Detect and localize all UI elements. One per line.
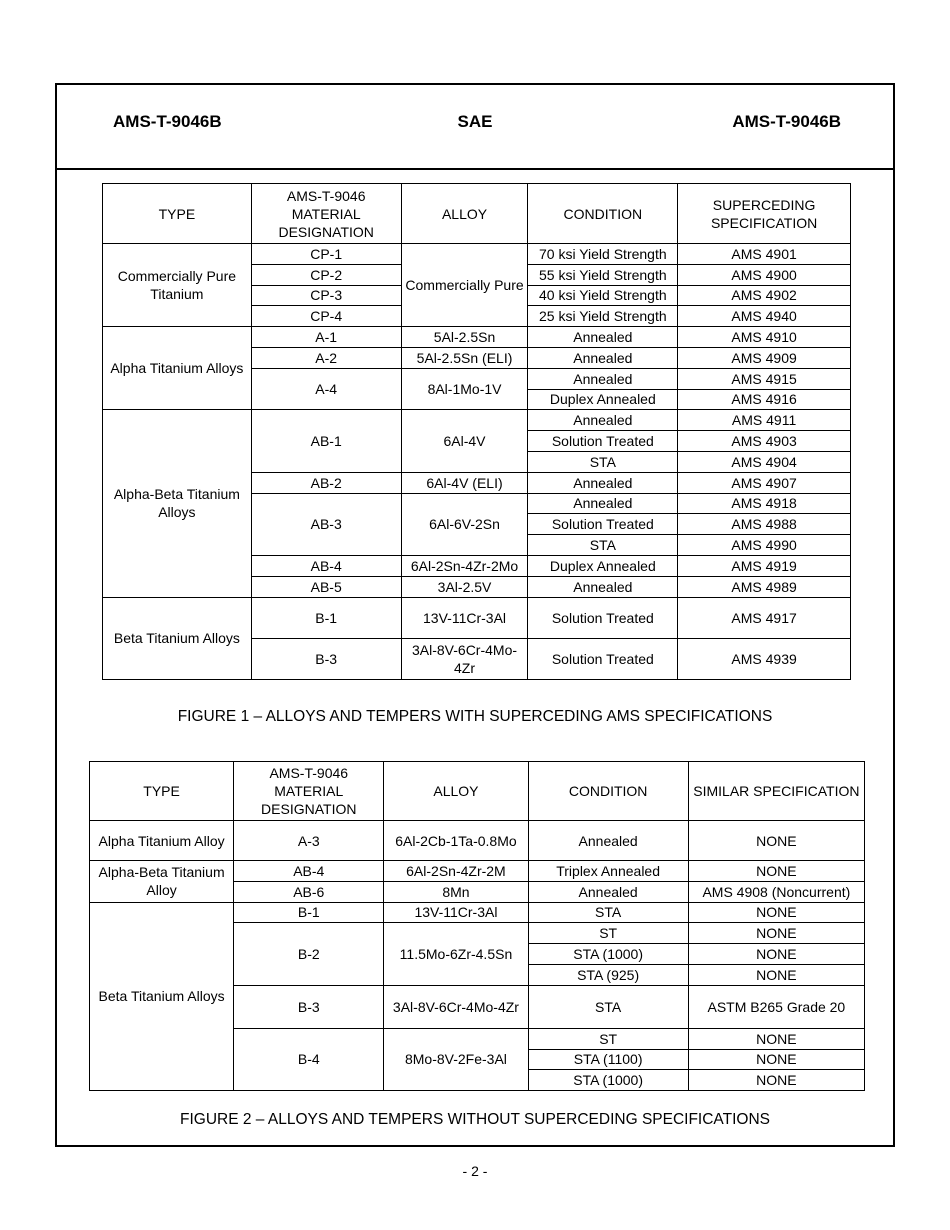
- designation-cell: A-4: [251, 368, 401, 410]
- condition-cell: Annealed: [528, 821, 688, 861]
- spec-cell: AMS 4990: [678, 535, 851, 556]
- spec-cell: AMS 4907: [678, 472, 851, 493]
- condition-cell: Annealed: [528, 327, 678, 348]
- condition-cell: STA (925): [528, 964, 688, 985]
- figure-1-caption: FIGURE 1 – ALLOYS AND TEMPERS WITH SUPERCEDING AMS SPECIFICATIONS: [177, 708, 773, 725]
- designation-cell: CP-2: [251, 264, 401, 285]
- document-frame: [55, 83, 895, 1147]
- designation-cell: A-2: [251, 347, 401, 368]
- column-header: SIMILAR SPECIFICATION: [688, 762, 864, 821]
- spec-cell: AMS 4989: [678, 576, 851, 597]
- spec-cell: AMS 4904: [678, 451, 851, 472]
- designation-cell: B-2: [234, 923, 384, 985]
- alloy-cell: 11.5Mo-6Zr-4.5Sn: [384, 923, 528, 985]
- spec-cell: NONE: [688, 944, 864, 965]
- condition-cell: STA (1000): [528, 1070, 688, 1091]
- spec-cell: ASTM B265 Grade 20: [688, 985, 864, 1028]
- condition-cell: Triplex Annealed: [528, 861, 688, 882]
- column-header: SUPERCEDING SPECIFICATION: [678, 184, 851, 244]
- designation-cell: A-3: [234, 821, 384, 861]
- condition-cell: Annealed: [528, 493, 678, 514]
- designation-cell: AB-2: [251, 472, 401, 493]
- condition-cell: 40 ksi Yield Strength: [528, 285, 678, 306]
- designation-cell: B-3: [234, 985, 384, 1028]
- alloy-cell: 5Al-2.5Sn (ELI): [401, 347, 528, 368]
- alloy-cell: 6Al-2Cb-1Ta-0.8Mo: [384, 821, 528, 861]
- designation-cell: CP-3: [251, 285, 401, 306]
- spec-cell: AMS 4988: [678, 514, 851, 535]
- condition-cell: STA: [528, 451, 678, 472]
- spec-cell: AMS 4911: [678, 410, 851, 431]
- condition-cell: STA (1100): [528, 1049, 688, 1070]
- type-cell: Alpha Titanium Alloy: [90, 821, 234, 861]
- designation-cell: B-1: [251, 597, 401, 638]
- condition-cell: Annealed: [528, 410, 678, 431]
- spec-cell: NONE: [688, 964, 864, 985]
- table-row: [103, 410, 851, 431]
- designation-cell: AB-4: [251, 555, 401, 576]
- spec-cell: AMS 4908 (Noncurrent): [688, 881, 864, 902]
- spec-cell: AMS 4910: [678, 327, 851, 348]
- type-cell: Beta Titanium Alloys: [103, 597, 252, 679]
- spec-cell: NONE: [688, 1028, 864, 1049]
- designation-cell: B-1: [234, 902, 384, 923]
- designation-cell: B-3: [251, 638, 401, 679]
- spec-cell: AMS 4939: [678, 638, 851, 679]
- condition-cell: STA: [528, 985, 688, 1028]
- table-row: [90, 861, 865, 882]
- column-header: CONDITION: [528, 184, 678, 244]
- condition-cell: STA: [528, 535, 678, 556]
- column-header: ALLOY: [401, 184, 528, 244]
- column-header: TYPE: [90, 762, 234, 821]
- table-row: [103, 244, 851, 265]
- figure-1-table: [102, 183, 851, 680]
- spec-cell: AMS 4903: [678, 431, 851, 452]
- header-publisher: SAE: [457, 112, 493, 131]
- condition-cell: Annealed: [528, 347, 678, 368]
- spec-cell: AMS 4909: [678, 347, 851, 368]
- alloy-cell: 3Al-8V-6Cr-4Mo-4Zr: [384, 985, 528, 1028]
- column-header: AMS-T-9046 MATERIAL DESIGNATION: [234, 762, 384, 821]
- alloy-cell: 8Mn: [384, 881, 528, 902]
- document-header: [57, 85, 893, 170]
- alloy-cell: 13V-11Cr-3Al: [401, 597, 528, 638]
- alloy-cell: 6Al-4V: [401, 410, 528, 472]
- condition-cell: Duplex Annealed: [528, 555, 678, 576]
- designation-cell: AB-1: [251, 410, 401, 472]
- spec-cell: AMS 4916: [678, 389, 851, 410]
- figure-2-caption: FIGURE 2 – ALLOYS AND TEMPERS WITHOUT SUPERCEDING SPECIFICATIONS: [180, 1111, 770, 1128]
- alloy-cell: 8Al-1Mo-1V: [401, 368, 528, 410]
- alloy-cell: 8Mo-8V-2Fe-3Al: [384, 1028, 528, 1090]
- designation-cell: AB-6: [234, 881, 384, 902]
- condition-cell: STA: [528, 902, 688, 923]
- designation-cell: B-4: [234, 1028, 384, 1090]
- condition-cell: 55 ksi Yield Strength: [528, 264, 678, 285]
- table-row: [103, 327, 851, 348]
- alloy-cell: Commercially Pure: [401, 244, 528, 327]
- condition-cell: STA (1000): [528, 944, 688, 965]
- table-header-row: [103, 184, 851, 244]
- spec-cell: AMS 4940: [678, 306, 851, 327]
- table-header-row: [90, 762, 865, 821]
- spec-cell: NONE: [688, 902, 864, 923]
- spec-cell: AMS 4900: [678, 264, 851, 285]
- spec-cell: AMS 4915: [678, 368, 851, 389]
- alloy-cell: 6Al-6V-2Sn: [401, 493, 528, 555]
- condition-cell: Duplex Annealed: [528, 389, 678, 410]
- type-cell: Beta Titanium Alloys: [90, 902, 234, 1091]
- designation-cell: AB-3: [251, 493, 401, 555]
- condition-cell: ST: [528, 923, 688, 944]
- spec-cell: NONE: [688, 1070, 864, 1091]
- condition-cell: Annealed: [528, 368, 678, 389]
- condition-cell: Annealed: [528, 881, 688, 902]
- table-row: [90, 821, 865, 861]
- page-number: - 2 -: [462, 1163, 488, 1179]
- type-cell: Alpha-Beta Titanium Alloys: [103, 410, 252, 597]
- column-header: ALLOY: [384, 762, 528, 821]
- header-doc-number-left: AMS-T-9046B: [113, 112, 222, 131]
- designation-cell: CP-1: [251, 244, 401, 265]
- column-header: TYPE: [103, 184, 252, 244]
- alloy-cell: 3Al-8V-6Cr-4Mo-4Zr: [401, 638, 528, 679]
- alloy-cell: 5Al-2.5Sn: [401, 327, 528, 348]
- condition-cell: Annealed: [528, 576, 678, 597]
- spec-cell: NONE: [688, 1049, 864, 1070]
- designation-cell: A-1: [251, 327, 401, 348]
- spec-cell: AMS 4901: [678, 244, 851, 265]
- alloy-cell: 13V-11Cr-3Al: [384, 902, 528, 923]
- spec-cell: AMS 4919: [678, 555, 851, 576]
- header-doc-number-right: AMS-T-9046B: [732, 112, 841, 131]
- spec-cell: NONE: [688, 861, 864, 882]
- table-row: [90, 902, 865, 923]
- type-cell: Alpha-Beta Titanium Alloy: [90, 861, 234, 903]
- condition-cell: ST: [528, 1028, 688, 1049]
- alloy-cell: 6Al-2Sn-4Zr-2Mo: [401, 555, 528, 576]
- spec-cell: NONE: [688, 923, 864, 944]
- alloy-cell: 6Al-4V (ELI): [401, 472, 528, 493]
- designation-cell: AB-4: [234, 861, 384, 882]
- spec-cell: AMS 4902: [678, 285, 851, 306]
- table-row: [103, 597, 851, 638]
- spec-cell: AMS 4918: [678, 493, 851, 514]
- condition-cell: Solution Treated: [528, 514, 678, 535]
- condition-cell: 70 ksi Yield Strength: [528, 244, 678, 265]
- figure-2-table: [89, 761, 865, 1091]
- designation-cell: AB-5: [251, 576, 401, 597]
- spec-cell: AMS 4917: [678, 597, 851, 638]
- type-cell: Commercially Pure Titanium: [103, 244, 252, 327]
- condition-cell: Annealed: [528, 472, 678, 493]
- type-cell: Alpha Titanium Alloys: [103, 327, 252, 410]
- spec-cell: NONE: [688, 821, 864, 861]
- condition-cell: Solution Treated: [528, 638, 678, 679]
- condition-cell: Solution Treated: [528, 431, 678, 452]
- designation-cell: CP-4: [251, 306, 401, 327]
- condition-cell: Solution Treated: [528, 597, 678, 638]
- column-header: CONDITION: [528, 762, 688, 821]
- condition-cell: 25 ksi Yield Strength: [528, 306, 678, 327]
- alloy-cell: 3Al-2.5V: [401, 576, 528, 597]
- column-header: AMS-T-9046 MATERIAL DESIGNATION: [251, 184, 401, 244]
- alloy-cell: 6Al-2Sn-4Zr-2M: [384, 861, 528, 882]
